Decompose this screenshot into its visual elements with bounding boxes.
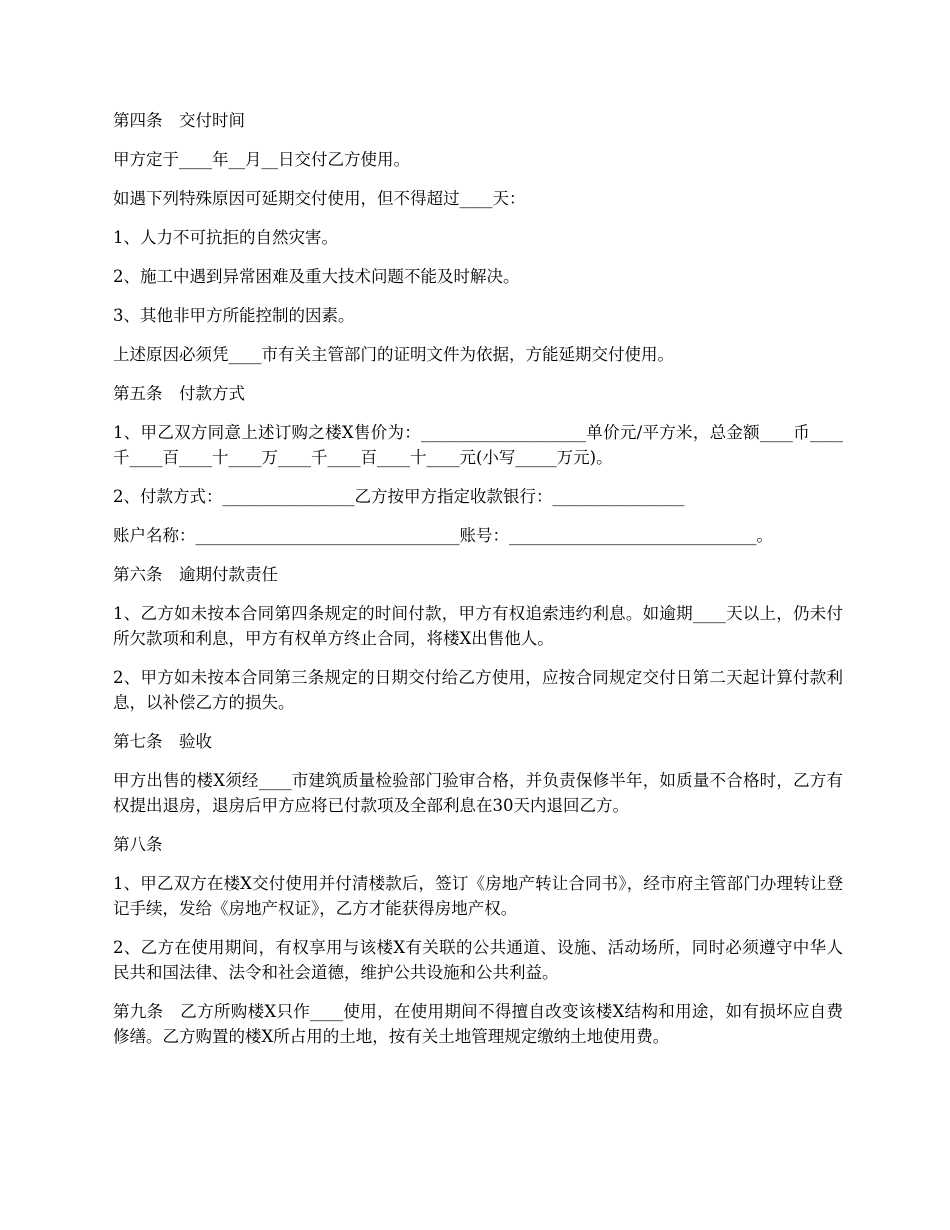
- delay-reason-1: 1、人力不可抗拒的自然灾害。: [113, 228, 338, 247]
- transfer-clause-1: 1、甲乙双方在楼X交付使用并付清楼款后，签订《房地产转让合同书》，经市府主管部门办理转让登记手续，发给《房地产权证》，乙方才能获得房地产权。: [113, 874, 843, 918]
- transfer-clause-2: 2、乙方在使用期间，有权享用与该楼X有关联的公共通道、设施、活动场所，同时必须遵守中华人民共和国法律、法令和社会道德，维护公共设施和公共利益。: [113, 938, 843, 982]
- late-payment-clause-1: 1、乙方如未按本合同第四条规定的时间付款，甲方有权追索违约利息。如逾期____天以上，仍未付所欠款项和利息，甲方有权单方终止合同，将楼X出售他人。: [113, 604, 843, 648]
- article-7-heading: 第七条 验收: [113, 732, 212, 751]
- price-clause: 1、甲乙双方同意上述订购之楼X售价为：____________________单价元/平方米，总金额____币____千____百____十____万____千____百____十____元(小写_____万元)。: [113, 423, 843, 467]
- article-4-heading: 第四条 交付时间: [113, 111, 245, 130]
- delay-proof-clause: 上述原因必须凭____市有关主管部门的证明文件为依据，方能延期交付使用。: [113, 345, 674, 364]
- account-clause: 账户名称：________________________________账号：______________________________。: [113, 526, 773, 545]
- delay-reason-2: 2、施工中遇到异常困难及重大技术问题不能及时解决。: [113, 267, 520, 286]
- article-9-clause: 第九条 乙方所购楼X只作____使用，在使用期间不得擅自改变该楼X结构和用途，如有损坏应自费修缮。乙方购置的楼X所占用的土地，按有关土地管理规定缴纳土地使用费。: [113, 1002, 843, 1046]
- delay-reason-3: 3、其他非甲方所能控制的因素。: [113, 306, 355, 325]
- delay-clause: 如遇下列特殊原因可延期交付使用，但不得超过____天：: [113, 189, 526, 208]
- delivery-date-clause: 甲方定于____年__月__日交付乙方使用。: [113, 150, 410, 169]
- payment-method-clause: 2、付款方式：________________乙方按甲方指定收款银行：________________: [113, 487, 685, 506]
- article-8-heading: 第八条: [113, 835, 163, 854]
- document-page: [113, 108, 843, 1063]
- article-5-heading: 第五条 付款方式: [113, 384, 245, 403]
- inspection-clause: 甲方出售的楼X须经____市建筑质量检验部门验审合格，并负责保修半年，如质量不合格时，乙方有权提出退房，退房后甲方应将已付款项及全部利息在30天内退回乙方。: [113, 771, 843, 815]
- article-6-heading: 第六条 逾期付款责任: [113, 565, 278, 584]
- late-payment-clause-2: 2、甲方如未按本合同第三条规定的日期交付给乙方使用，应按合同规定交付日第二天起计算付款利息，以补偿乙方的损失。: [113, 668, 843, 712]
